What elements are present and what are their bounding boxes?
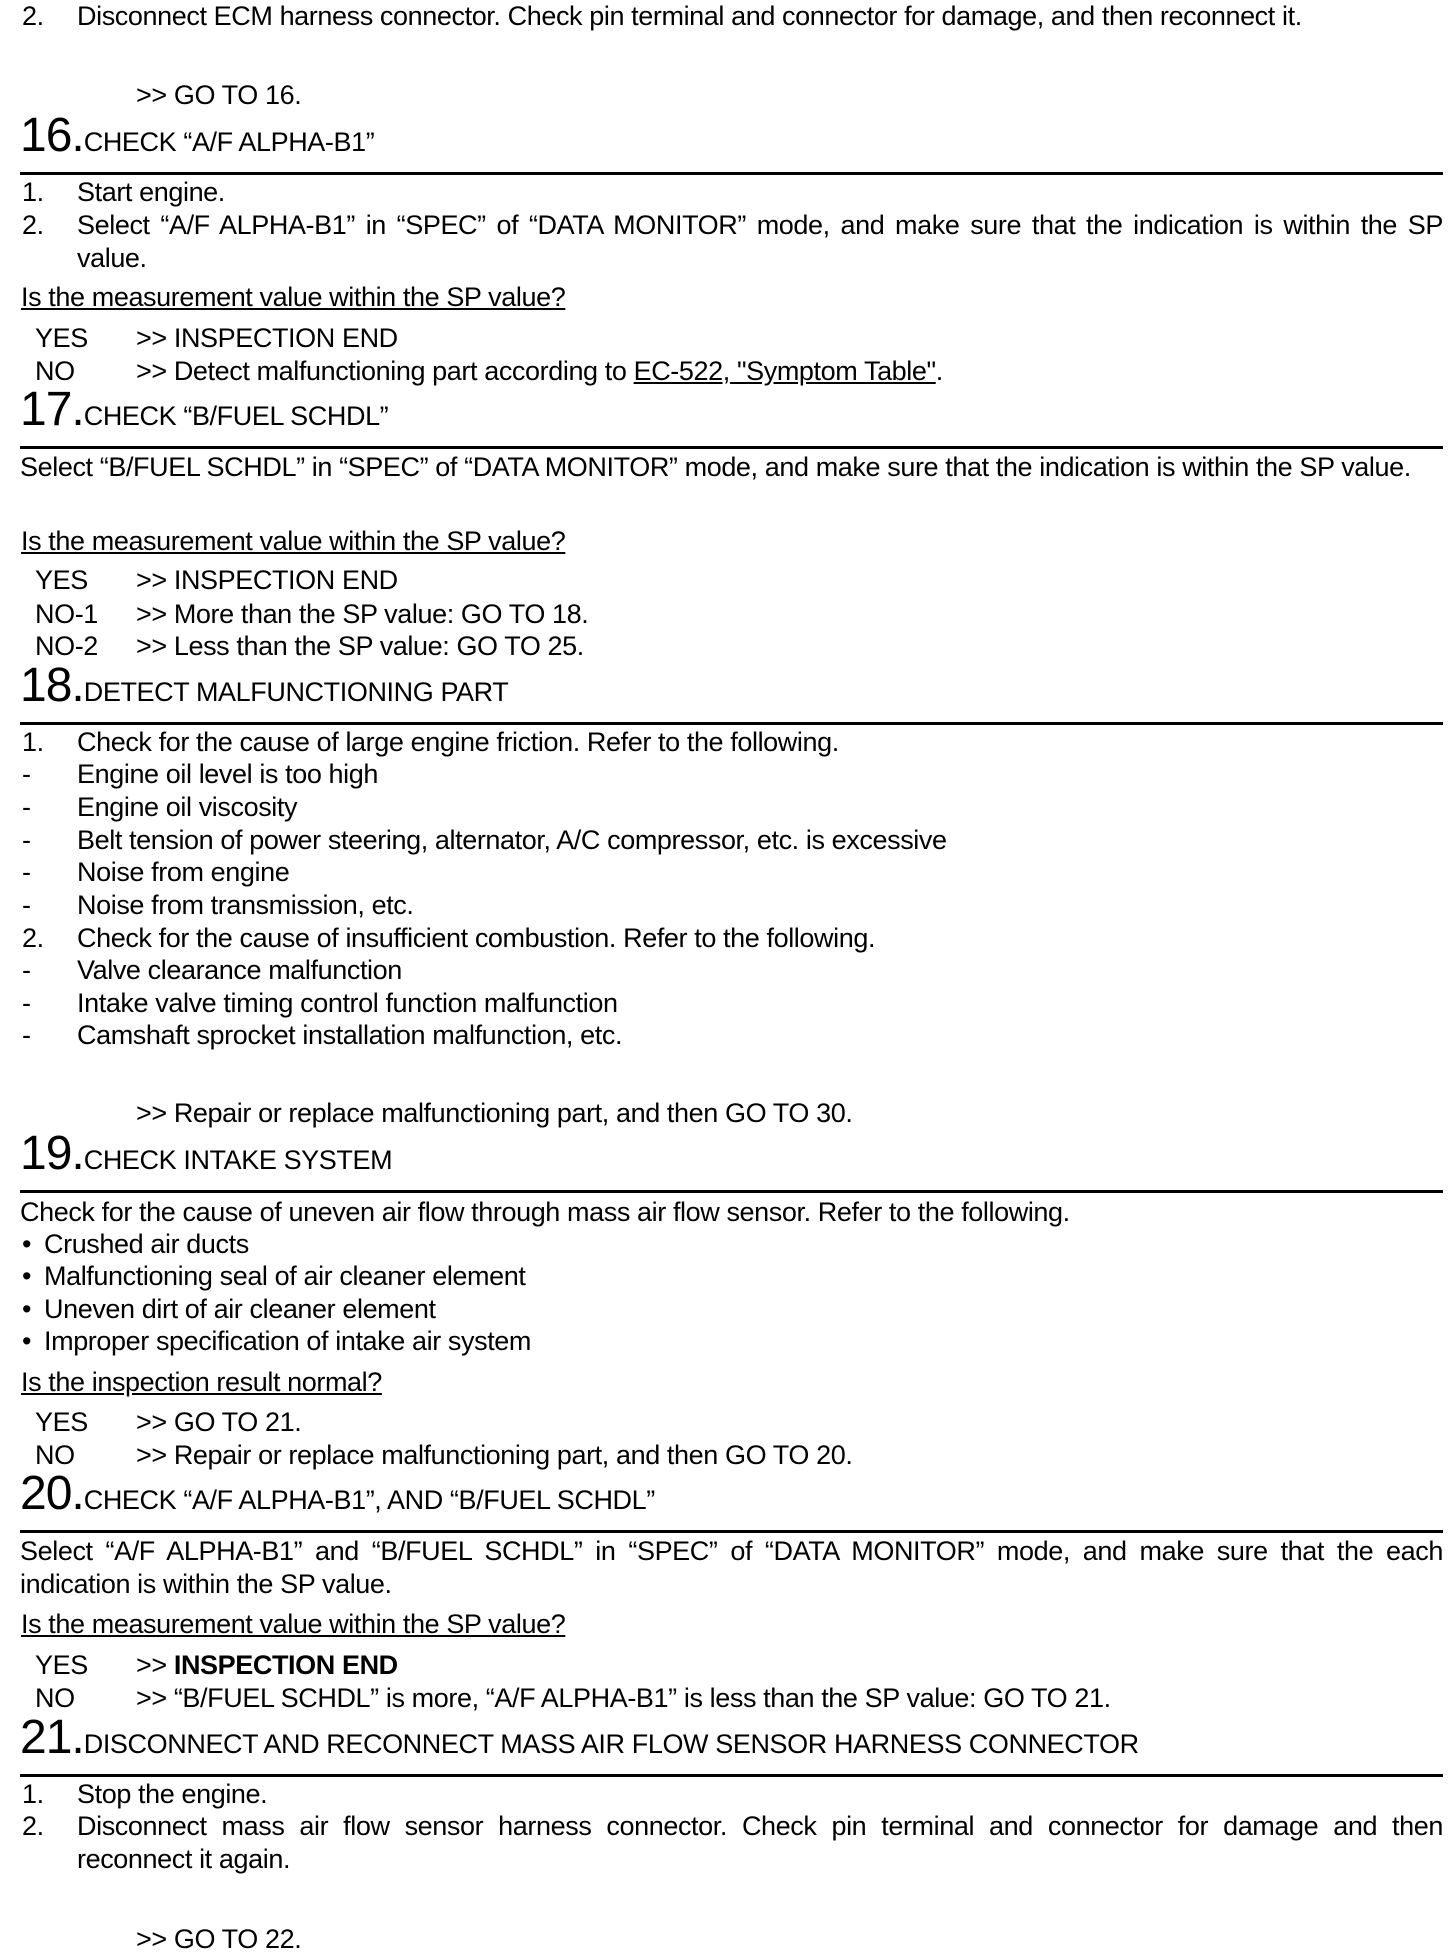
list-item: Noise from engine (77, 857, 290, 887)
list-item: Check for the cause of insufficient combustion. Refer to the following. (77, 923, 876, 953)
list-item: Belt tension of power steering, alternator, A/C compressor, etc. is excessive (77, 825, 947, 855)
answer-label: YES (35, 1407, 88, 1437)
list-marker: 2. (22, 923, 44, 953)
list-item: Check for the cause of large engine friction. Refer to the following. (77, 727, 839, 757)
section-header-21 (20, 1713, 1139, 1763)
list-item: Malfunctioning seal of air cleaner element (44, 1261, 526, 1291)
question: Is the measurement value within the SP value? (21, 1609, 566, 1639)
section-number: 18. (20, 659, 84, 712)
list-marker: 1. (22, 727, 44, 757)
list-item: Improper specification of intake air system (44, 1326, 532, 1356)
step-number: 2. (22, 1, 44, 31)
goto-link: >> Repair or replace malfunctioning part, and then GO TO 30. (136, 1098, 853, 1128)
section-title: CHECK “A/F ALPHA-B1” (83, 127, 375, 157)
answer-punct: . (935, 356, 943, 386)
section-header-20 (20, 1469, 655, 1519)
step-number: 1. (22, 177, 44, 207)
question: Is the measurement value within the SP value? (21, 526, 566, 556)
bullet-icon: • (22, 1326, 32, 1356)
answer-result: >> Repair or replace malfunctioning part, and then GO TO 20. (136, 1440, 853, 1470)
section-header-16 (20, 111, 374, 161)
answer-result (136, 355, 943, 388)
answer-label: YES (35, 1650, 88, 1680)
answer-result: >> Less than the SP value: GO TO 25. (136, 631, 584, 661)
answer-text: >> Detect malfunctioning part according to (136, 356, 634, 386)
answer-label: NO-1 (35, 599, 98, 629)
step-text: Start engine. (77, 177, 225, 207)
divider (20, 722, 1443, 725)
step-text: Select “A/F ALPHA-B1” in “SPEC” of “DATA MONITOR” mode, and make sure that the indication is within the SP value. (77, 210, 1443, 273)
divider (20, 1530, 1443, 1533)
section-number: 19. (20, 1127, 84, 1180)
section-text: Check for the cause of uneven air flow through mass air flow sensor. Refer to the following. (20, 1197, 1070, 1227)
list-marker: - (22, 759, 31, 789)
divider (20, 1774, 1443, 1777)
answer-result: >> More than the SP value: GO TO 18. (136, 599, 589, 629)
answer-bold-text: INSPECTION END (173, 1650, 398, 1680)
list-item: Valve clearance malfunction (77, 955, 402, 985)
question: Is the inspection result normal? (21, 1367, 382, 1397)
bullet-icon: • (22, 1261, 32, 1291)
step-text: Disconnect mass air flow sensor harness connector. Check pin terminal and connector for damage and then reconnect it again. (77, 1811, 1443, 1874)
list-item: Camshaft sprocket installation malfunction, etc. (77, 1020, 623, 1050)
divider (20, 446, 1443, 449)
list-marker: - (22, 857, 31, 887)
answer-result: >> INSPECTION END (136, 323, 398, 353)
bullet-icon: • (22, 1229, 32, 1259)
goto-link: >> GO TO 22. (136, 1924, 302, 1954)
section-text: Select “B/FUEL SCHDL” in “SPEC” of “DATA MONITOR” mode, and make sure that the indication is within the SP value. (20, 452, 1411, 482)
list-item: Uneven dirt of air cleaner element (44, 1294, 436, 1324)
step-number: 2. (22, 1811, 44, 1841)
symptom-table-link[interactable]: EC-522, "Symptom Table" (633, 356, 936, 386)
section-title: CHECK INTAKE SYSTEM (83, 1145, 393, 1175)
section-text: Select “A/F ALPHA-B1” and “B/FUEL SCHDL” in “SPEC” of “DATA MONITOR” mode, and make sure that the each indication is within the SP value. (20, 1536, 1443, 1599)
section-header-17 (20, 385, 388, 435)
answer-label: NO (35, 1440, 75, 1470)
answer-prefix: >> (136, 1650, 174, 1680)
section-title: CHECK “A/F ALPHA-B1”, AND “B/FUEL SCHDL” (83, 1485, 655, 1515)
section-number: 21. (20, 1711, 84, 1764)
section-header-18 (20, 661, 508, 711)
answer-label: YES (35, 565, 88, 595)
section-header-19 (20, 1129, 392, 1179)
list-item: Intake valve timing control function malfunction (77, 988, 618, 1018)
list-marker: - (22, 890, 31, 920)
list-marker: - (22, 825, 31, 855)
section-number: 20. (20, 1467, 84, 1520)
list-marker: - (22, 988, 31, 1018)
answer-label: YES (35, 323, 88, 353)
step-number: 2. (22, 210, 44, 240)
list-marker: - (22, 792, 31, 822)
section-title: DISCONNECT AND RECONNECT MASS AIR FLOW SENSOR HARNESS CONNECTOR (83, 1729, 1139, 1759)
answer-result: >> INSPECTION END (136, 565, 398, 595)
answer-result: >> GO TO 21. (136, 1407, 302, 1437)
step-text: Stop the engine. (77, 1779, 268, 1809)
answer-result (136, 1649, 398, 1682)
section-title: CHECK “B/FUEL SCHDL” (83, 401, 389, 431)
answer-label: NO (35, 356, 75, 386)
list-item: Crushed air ducts (44, 1229, 249, 1259)
bullet-icon: • (22, 1294, 32, 1324)
answer-label: NO (35, 1683, 75, 1713)
answer-label: NO-2 (35, 631, 98, 661)
list-marker: - (22, 955, 31, 985)
list-item: Engine oil viscosity (77, 792, 298, 822)
list-item: Engine oil level is too high (77, 759, 379, 789)
list-item: Noise from transmission, etc. (77, 890, 414, 920)
step-text: Disconnect ECM harness connector. Check pin terminal and connector for damage, and then reconnect it. (77, 1, 1302, 31)
list-marker: - (22, 1020, 31, 1050)
divider (20, 1190, 1443, 1193)
question: Is the measurement value within the SP value? (21, 282, 566, 312)
step-number: 1. (22, 1779, 44, 1809)
answer-result: >> “B/FUEL SCHDL” is more, “A/F ALPHA-B1” is less than the SP value: GO TO 21. (136, 1683, 1111, 1713)
goto-link: >> GO TO 16. (136, 80, 302, 110)
section-title: DETECT MALFUNCTIONING PART (83, 677, 509, 707)
section-number: 16. (20, 109, 84, 162)
section-number: 17. (20, 383, 84, 436)
divider (20, 172, 1443, 175)
